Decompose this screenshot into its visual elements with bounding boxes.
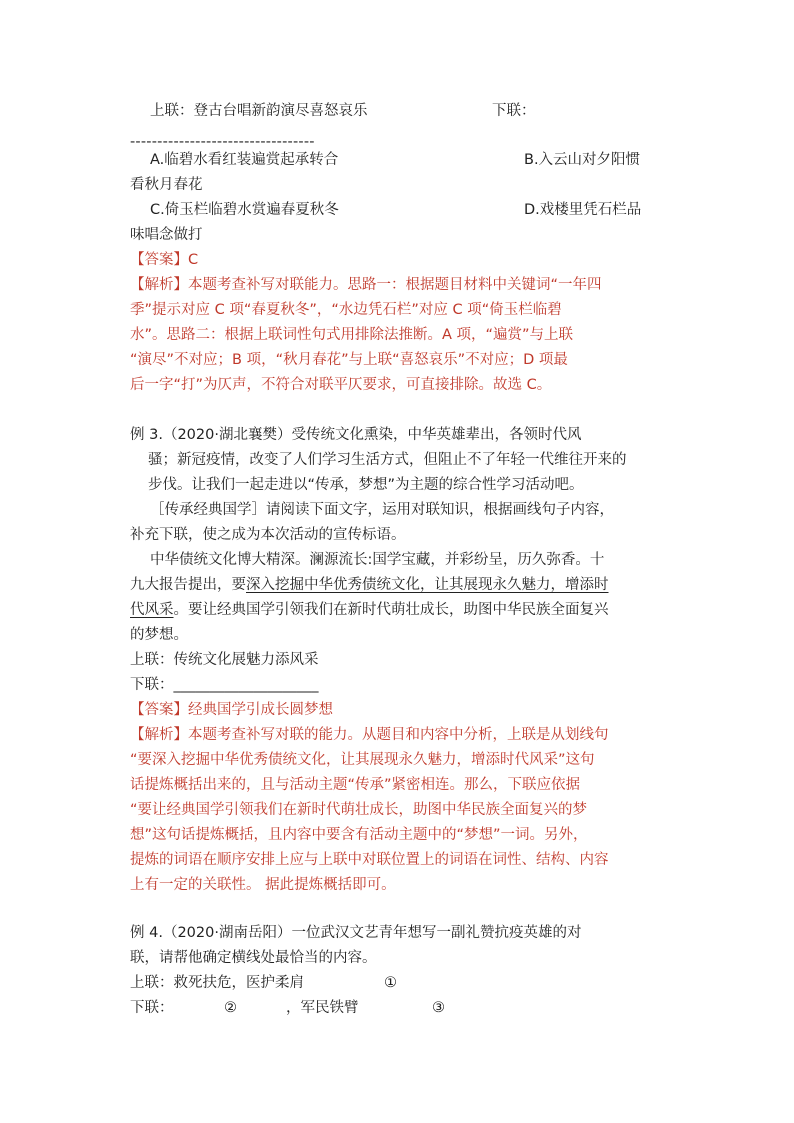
- blank-marker-1: ①: [384, 975, 397, 991]
- option-d-cont: 味唱念做打: [130, 227, 203, 243]
- example-intro: 步伐。让我们一起走进以“传承，梦想”为主题的综合性学习活动吧。: [148, 477, 584, 493]
- analysis-line: 季”提示对应 C 项“春夏秋冬”，“水边凭石栏”对应 C 项“倚玉栏临碧: [130, 302, 562, 318]
- couplet-upper: 上联：登古台唱新韵演尽喜怒哀乐: [150, 103, 368, 119]
- answer-line: [130, 250, 198, 270]
- answer-value: 经典国学引成长圆梦想: [188, 702, 333, 718]
- answer-blank-dashes: ----------------------------------: [130, 134, 315, 150]
- passage-line: 的梦想。: [130, 627, 188, 643]
- passage-line: [130, 600, 609, 620]
- option-b-cont: 看秋月春花: [130, 177, 203, 193]
- couplet-upper: 上联：传统文化展魅力添风采: [130, 652, 319, 668]
- analysis-line: “要深入挖掘中华优秀债统文化，让其展现永久魅力，增添时代风采”这句: [130, 752, 595, 768]
- option-b: B.入云山对夕阳惯: [524, 152, 641, 168]
- underlined-sentence: 代风采: [130, 602, 174, 618]
- answer-line: [130, 700, 333, 720]
- analysis-line: 水”。思路二：根据上联词性句式用排除法推断。A 项，“遍赏”与上联: [130, 327, 574, 343]
- couplet-lower-blank: 下联：____________________: [130, 677, 319, 693]
- answer-tag: 【答案】: [130, 702, 188, 718]
- analysis-line: “要让经典国学引领我们在新时代萌壮成长，助图中华民族全面复兴的梦: [130, 802, 588, 818]
- analysis-line: 想”这句话提炼概括，且内容中要含有活动主题中的“梦想”一词。另外，: [130, 827, 588, 843]
- passage-line: [130, 575, 609, 595]
- answer-value: C: [188, 252, 199, 268]
- couplet-lower-text: ，军民铁臂: [286, 1000, 359, 1016]
- task-line: ［传承经典国学］请阅读下面文字，运用对联知识，根据画线句子内容，: [150, 502, 614, 518]
- analysis-text: 本题考查补写对联能力。思路一：根据题目材料中关键词“一年四: [188, 277, 602, 293]
- passage-text: 九大报告提出，要: [130, 577, 246, 593]
- option-d: D.戏楼里凭石栏品: [524, 202, 642, 218]
- example-intro: 骚；新冠疫情，改变了人们学习生活方式，但阻止不了年轻一代维往开来的: [148, 452, 627, 468]
- passage-text: 。要让经典国学引领我们在新时代萌壮成长，助图中华民族全面复兴: [173, 602, 609, 618]
- example-intro: 例 3.（2020·湖北襄樊）受传统文化熏染，中华英雄辈出，各领时代风: [130, 427, 582, 443]
- blank-marker-3: ③: [432, 1000, 445, 1016]
- passage-line: 中华债统文化博大精深。澜源流长:国学宝藏，并彩纷呈，历久弥香。十: [150, 552, 605, 568]
- analysis-line: [130, 725, 609, 745]
- option-c: C.倚玉栏临碧水赏遍春夏秋冬: [150, 202, 339, 218]
- task-line: 补充下联，使之成为本次活动的宣传标语。: [130, 527, 406, 543]
- analysis-tag: 【解析】: [130, 727, 188, 743]
- couplet-lower-label: 下联：: [130, 1000, 174, 1016]
- analysis-line: 上有一定的关联性。 据此提炼概括即可。: [130, 877, 396, 893]
- analysis-line: 提炼的词语在顺序安排上应与上联中对联位置上的词语在词性、结构、内容: [130, 852, 609, 868]
- example-intro: 例 4.（2020·湖南岳阳）一位武汉文艺青年想写一副礼赞抗疫英雄的对: [130, 925, 582, 941]
- option-a: A.临碧水看红装遍赏起承转合: [150, 152, 339, 168]
- answer-tag: 【答案】: [130, 252, 188, 268]
- underlined-sentence: 深入挖掘中华优秀债统文化，让其展现永久魅力，增添时: [246, 577, 609, 593]
- analysis-text: 本题考查补写对联的能力。从题目和内容中分析，上联是从划线句: [188, 727, 609, 743]
- analysis-line: 后一字“打”为仄声，不符合对联平仄要求，可直接排除。故选 C。: [130, 377, 552, 393]
- analysis-tag: 【解析】: [130, 277, 188, 293]
- couplet-upper: 上联：救死扶危，医护柔肩: [130, 975, 304, 991]
- analysis-line: “演尽”不对应；B 项，“秋月春花”与上联“喜怒哀乐”不对应；D 项最: [130, 352, 568, 368]
- analysis-line: [130, 275, 602, 295]
- couplet-lower-label: 下联：: [492, 103, 536, 119]
- analysis-line: 话提炼概括出来的，且与活动主题“传承”紧密相连。那么，下联应依据: [130, 777, 581, 793]
- blank-marker-2: ②: [224, 1000, 237, 1016]
- example-intro: 联，请帮他确定横线处最恰当的内容。: [130, 950, 377, 966]
